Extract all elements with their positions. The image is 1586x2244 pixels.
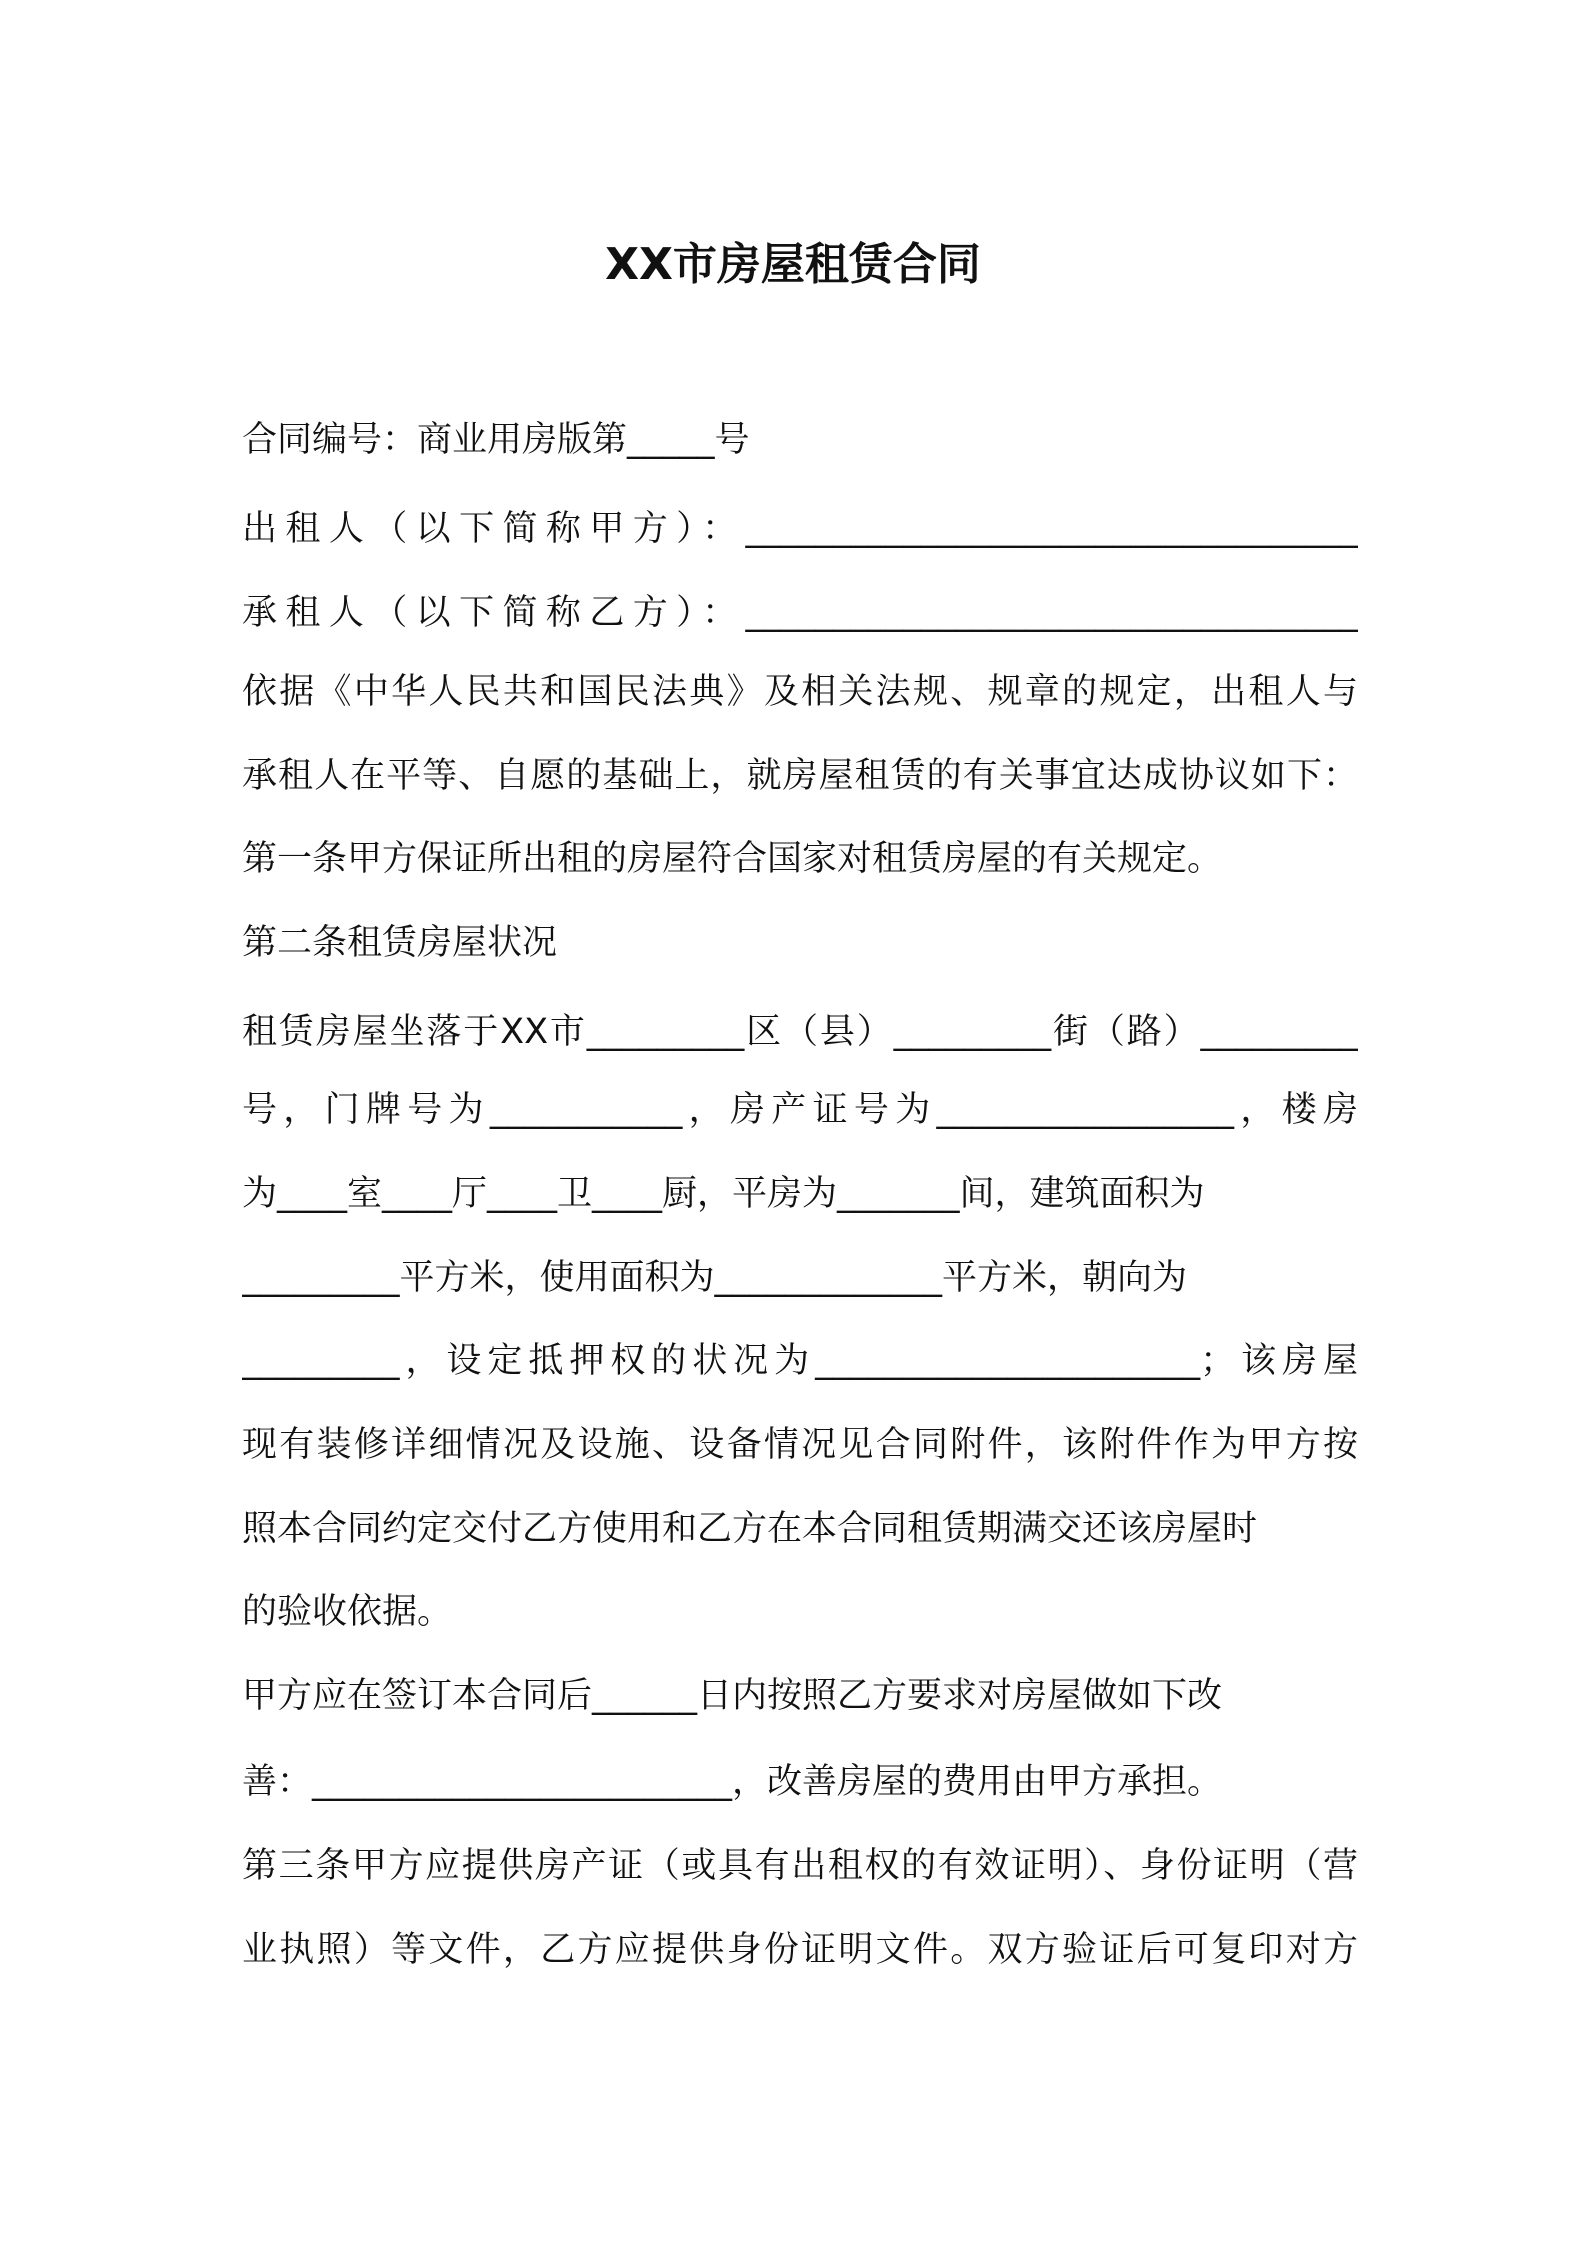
article-three: 第三条甲方应提供房产证（或具有出租权的有效证明）、身份证明（营 <box>242 1846 1358 1886</box>
lessor-line: 出租人（以下简称甲方）：___________________________________ <box>242 509 1358 549</box>
document-title: XX市房屋租赁合同 <box>605 239 981 290</box>
article-one: 第一条甲方保证所出租的房屋符合国家对租赁房屋的有关规定。 <box>242 839 1223 879</box>
paragraph-line: _________，设定抵押权的状况为______________________；该房屋 <box>242 1341 1358 1381</box>
paragraph-line: _________平方米，使用面积为_____________平方米，朝向为 <box>242 1258 1188 1298</box>
paragraph-line: 为____室____厅____卫____厨，平房为_______间，建筑面积为 <box>242 1174 1205 1214</box>
paragraph-line: 承租人在平等、自愿的基础上，就房屋租赁的有关事宜达成协议如下： <box>242 756 1358 796</box>
paragraph-line: 的验收依据。 <box>242 1592 453 1632</box>
paragraph-line: 业执照）等文件，乙方应提供身份证明文件。双方验证后可复印对方 <box>242 1930 1358 1970</box>
paragraph-line: 甲方应在签订本合同后______日内按照乙方要求对房屋做如下改 <box>242 1676 1223 1716</box>
paragraph-line: 依据《中华人民共和国民法典》及相关法规、规章的规定，出租人与 <box>242 672 1358 712</box>
lessee-line: 承租人（以下简称乙方）：___________________________________ <box>242 593 1358 633</box>
paragraph-line: 租赁房屋坐落于XX市_________区（县）_________街（路）_________ <box>242 1012 1358 1052</box>
paragraph-line: 善：________________________，改善房屋的费用由甲方承担。 <box>242 1762 1223 1802</box>
paragraph-line: 号，门牌号为___________，房产证号为_________________，楼房 <box>242 1090 1358 1130</box>
article-two-heading: 第二条租赁房屋状况 <box>242 923 558 963</box>
paragraph-line: 现有装修详细情况及设施、设备情况见合同附件，该附件作为甲方按 <box>242 1425 1358 1465</box>
paragraph-line: 照本合同约定交付乙方使用和乙方在本合同租赁期满交还该房屋时 <box>242 1509 1258 1549</box>
contract-number-line: 合同编号：商业用房版第_____号 <box>242 420 750 460</box>
